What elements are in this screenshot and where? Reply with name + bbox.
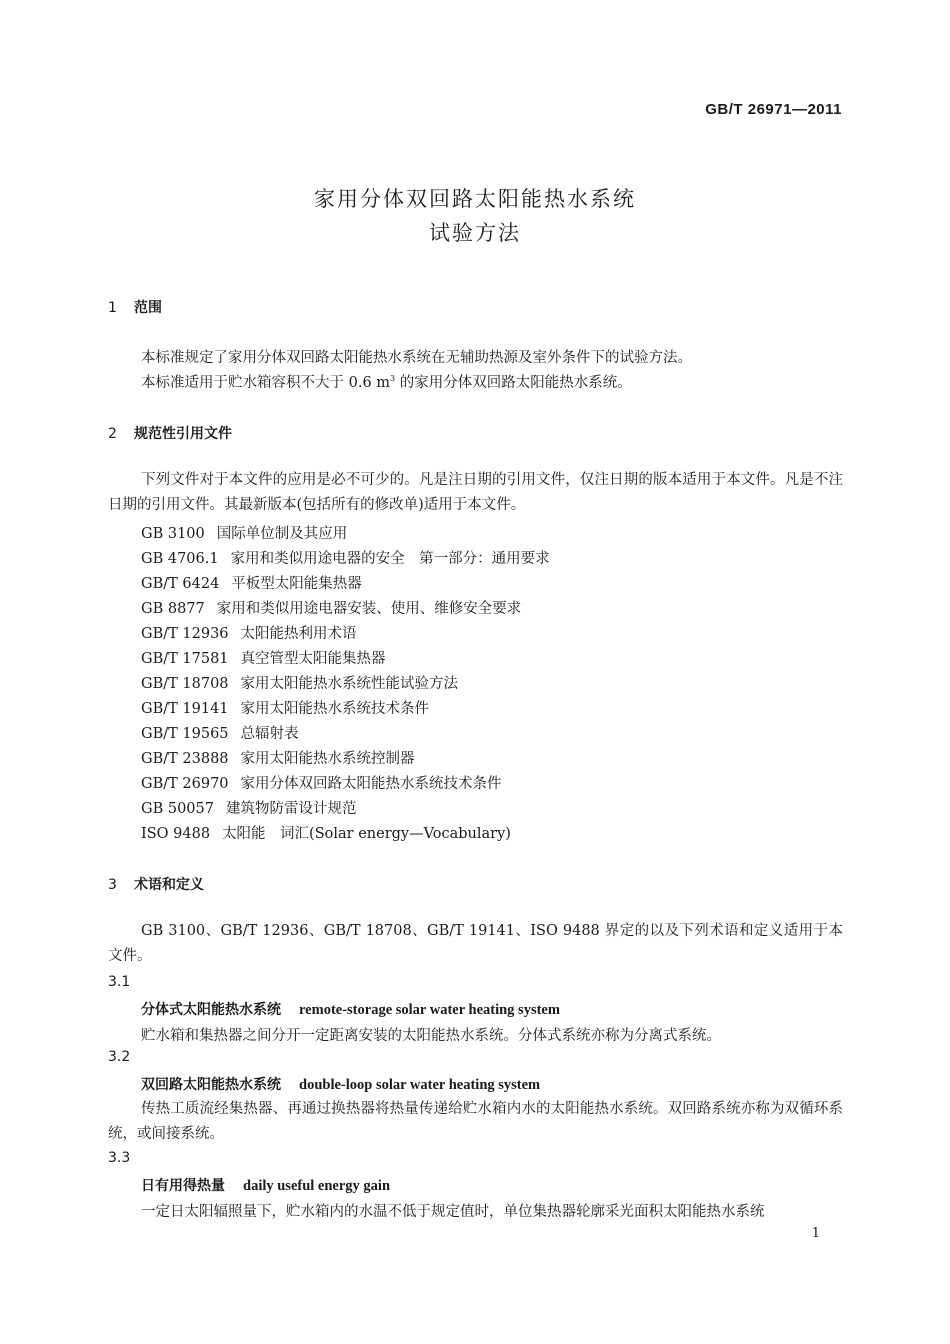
page-number: 1 [811, 1226, 820, 1241]
scope-text-a: 本标准适用于贮水箱容积不大于 0.6 m [141, 375, 391, 391]
section-1-heading [108, 297, 162, 317]
term-heading [141, 999, 560, 1019]
term-definition: 贮水箱和集热器之间分开一定距离安装的太阳能热水系统。分体式系统亦称为分离式系统。 [141, 1028, 721, 1044]
reference-title: 家用分体双回路太阳能热水系统技术条件 [240, 776, 502, 792]
reference-title: 总辐射表 [240, 726, 299, 742]
reference-code: GB 50057 [141, 801, 214, 817]
reference-title: 家用太阳能热水系统技术条件 [240, 701, 430, 717]
term-en: daily useful energy gain [243, 1178, 391, 1194]
reference-item [141, 697, 429, 718]
reference-item [141, 722, 299, 743]
section-3-heading [108, 874, 204, 894]
reference-title: 家用和类似用途电器的安全 第一部分：通用要求 [230, 551, 550, 567]
reference-code: GB/T 12936 [141, 626, 229, 642]
reference-code: ISO 9488 [141, 826, 211, 842]
reference-code: GB/T 17581 [141, 651, 229, 667]
section-title: 范围 [134, 300, 162, 316]
term-heading [141, 1074, 540, 1094]
reference-code: GB/T 18708 [141, 676, 229, 692]
document-subtitle: 试验方法 [429, 221, 521, 245]
scope-text-b: 的家用分体双回路太阳能热水系统。 [395, 375, 632, 391]
reference-item [141, 572, 362, 593]
references-intro: 下列文件对于本文件的应用是必不可少的。凡是注日期的引用文件，仅注日期的版本适用于本文件。凡是不注日期的引用文件。其最新版本(包括所有的修改单)适用于本文件。 [108, 472, 843, 513]
standard-number: GB/T 26971—2011 [705, 101, 842, 118]
reference-title: 太阳能热利用术语 [240, 626, 357, 642]
reference-item [141, 647, 386, 668]
term-definition: 一定日太阳辐照量下，贮水箱内的水温不低于规定值时，单位集热器轮廓采光面积太阳能热水系统 [141, 1204, 765, 1220]
section-2-heading [108, 423, 232, 443]
term-definition: 传热工质流经集热器、再通过换热器将热量传递给贮水箱内水的太阳能热水系统。双回路系统亦称为双循环系统，或间接系统。 [108, 1101, 843, 1142]
clause-number: 3.2 [108, 1049, 131, 1065]
reference-code: GB/T 19565 [141, 726, 229, 742]
term-zh: 日有用得热量 [141, 1178, 225, 1194]
reference-title: 家用太阳能热水系统性能试验方法 [240, 676, 459, 692]
section-title: 规范性引用文件 [134, 426, 232, 442]
reference-code: GB/T 26970 [141, 776, 229, 792]
reference-item [141, 797, 356, 818]
reference-code: GB/T 23888 [141, 751, 229, 767]
reference-item [141, 672, 458, 693]
reference-item [141, 772, 502, 793]
reference-item [141, 522, 347, 543]
reference-title: 国际单位制及其应用 [216, 526, 348, 542]
document-title: 家用分体双回路太阳能热水系统 [314, 187, 636, 211]
reference-code: GB/T 6424 [141, 576, 220, 592]
section-number: 1 [108, 300, 117, 316]
reference-item [141, 547, 550, 568]
section-title: 术语和定义 [134, 877, 204, 893]
term-heading [141, 1175, 390, 1195]
section-number: 3 [108, 877, 117, 893]
reference-title: 家用太阳能热水系统控制器 [240, 751, 415, 767]
reference-title: 真空管型太阳能集热器 [240, 651, 386, 667]
scope-paragraph-1: 本标准规定了家用分体双回路太阳能热水系统在无辅助热源及室外条件下的试验方法。 [141, 350, 692, 366]
reference-title: 平板型太阳能集热器 [231, 576, 362, 592]
term-zh: 分体式太阳能热水系统 [141, 1002, 281, 1018]
reference-item [141, 822, 511, 843]
reference-code: GB 4706.1 [141, 551, 219, 567]
reference-code: GB/T 19141 [141, 701, 229, 717]
scope-paragraph-2 [141, 371, 632, 392]
term-en: remote-storage solar water heating system [299, 1002, 560, 1018]
reference-code: GB 8877 [141, 601, 205, 617]
reference-code: GB 3100 [141, 526, 205, 542]
terms-intro: GB 3100、GB/T 12936、GB/T 18708、GB/T 19141、ISO 9488 界定的以及下列术语和定义适用于本文件。 [108, 923, 843, 964]
reference-item [141, 597, 521, 618]
reference-title: 太阳能 词汇(Solar energy—Vocabulary) [222, 826, 511, 842]
section-number: 2 [108, 426, 117, 442]
reference-title: 建筑物防雷设计规范 [225, 801, 357, 817]
reference-title: 家用和类似用途电器安装、使用、维修安全要求 [216, 601, 522, 617]
term-en: double-loop solar water heating system [299, 1077, 541, 1093]
unit-superscript: 3 [390, 374, 396, 384]
clause-number: 3.3 [108, 1150, 131, 1166]
reference-item [141, 747, 415, 768]
term-zh: 双回路太阳能热水系统 [141, 1077, 281, 1093]
clause-number: 3.1 [108, 974, 131, 990]
reference-item [141, 622, 357, 643]
